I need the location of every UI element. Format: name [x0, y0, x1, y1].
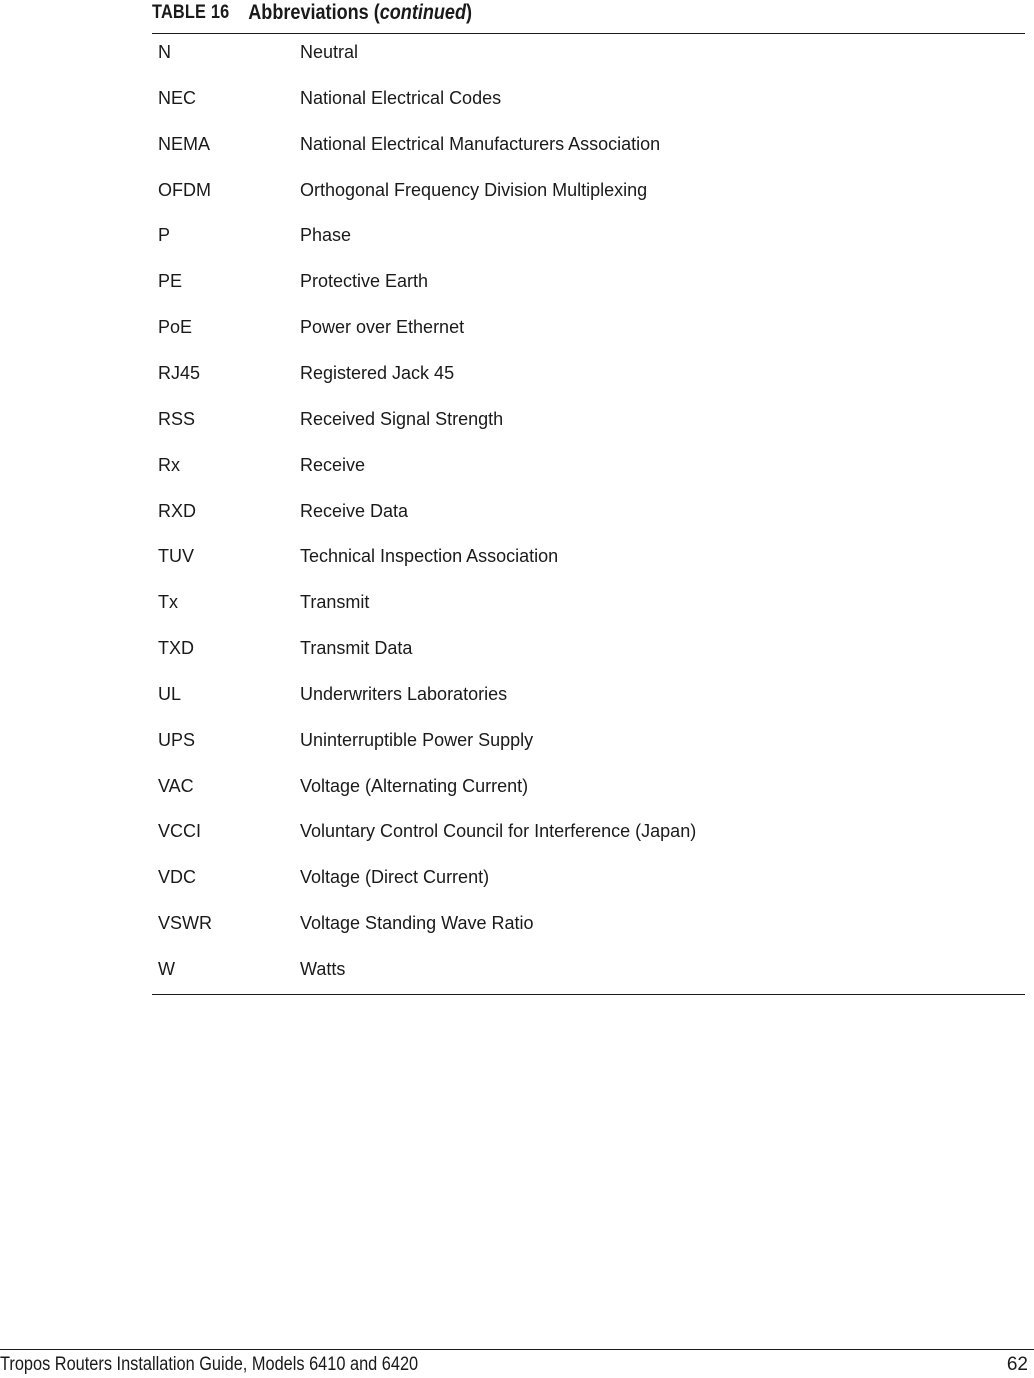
table-title: [248, 1, 472, 25]
table-title-close: ): [466, 1, 473, 24]
table-row: [0, 544, 1034, 568]
definition-cell: Receive Data: [300, 501, 409, 521]
definition-cell: Neutral: [300, 42, 359, 62]
definition-cell: Orthogonal Frequency Division Multiplexing: [300, 180, 648, 200]
table-number-label: TABLE 16: [152, 2, 230, 23]
definition-cell: Power over Ethernet: [300, 317, 465, 337]
definition-cell: Phase: [300, 225, 352, 245]
abbreviation-cell: NEMA: [158, 134, 211, 154]
abbreviation-cell: UPS: [158, 730, 196, 750]
footer-rule: [0, 1349, 1034, 1350]
abbreviation-cell: P: [158, 225, 171, 245]
definition-cell: Watts: [300, 959, 346, 979]
table-title-continued: continued: [379, 1, 467, 24]
abbreviation-cell: OFDM: [158, 180, 211, 200]
table-row: [0, 774, 1034, 798]
definition-cell: National Electrical Codes: [300, 88, 502, 108]
definition-cell: Protective Earth: [300, 271, 429, 291]
definition-cell: Transmit Data: [300, 638, 413, 658]
table-row: [0, 132, 1034, 156]
abbreviation-cell: RSS: [158, 409, 196, 429]
definition-cell: National Electrical Manufacturers Association: [300, 134, 661, 154]
abbreviation-cell: VSWR: [158, 913, 212, 933]
table-caption: [152, 0, 472, 26]
table-row: [0, 40, 1034, 64]
definition-cell: Voluntary Control Council for Interference (Japan): [300, 821, 697, 841]
abbreviation-cell: VCCI: [158, 821, 202, 841]
table-row: [0, 269, 1034, 293]
abbreviation-cell: Tx: [158, 592, 178, 612]
abbreviation-cell: N: [158, 42, 171, 62]
table-top-rule: [152, 33, 1025, 34]
table-row: [0, 223, 1034, 247]
abbreviation-cell: NEC: [158, 88, 197, 108]
table-bottom-rule: [152, 994, 1025, 995]
footer-document-title: Tropos Routers Installation Guide, Models 6410 and 6420: [0, 1354, 419, 1375]
table-row: [0, 865, 1034, 889]
table-row: [0, 178, 1034, 202]
definition-cell: Voltage Standing Wave Ratio: [300, 913, 534, 933]
table-row: [0, 636, 1034, 660]
definition-cell: Uninterruptible Power Supply: [300, 730, 534, 750]
abbreviation-cell: UL: [158, 684, 182, 704]
definition-cell: Transmit: [300, 592, 370, 612]
abbreviation-cell: RXD: [158, 501, 197, 521]
table-row: [0, 957, 1034, 981]
table-title-main: Abbreviations (: [248, 1, 380, 24]
definition-cell: Registered Jack 45: [300, 363, 455, 383]
table-row: [0, 819, 1034, 843]
table-row: [0, 590, 1034, 614]
definition-cell: Underwriters Laboratories: [300, 684, 508, 704]
abbreviation-cell: PoE: [158, 317, 193, 337]
abbreviation-cell: PE: [158, 271, 183, 291]
abbreviation-cell: TXD: [158, 638, 194, 658]
definition-cell: Received Signal Strength: [300, 409, 504, 429]
definition-cell: Voltage (Direct Current): [300, 867, 490, 887]
definition-cell: Technical Inspection Association: [300, 546, 559, 566]
footer-page-number: 62: [1006, 1354, 1028, 1375]
table-row: [0, 499, 1034, 523]
table-row: [0, 911, 1034, 935]
abbreviation-cell: RJ45: [158, 363, 201, 383]
table-row: [0, 315, 1034, 339]
table-row: [0, 453, 1034, 477]
table-row: [0, 682, 1034, 706]
abbreviation-cell: VAC: [158, 776, 194, 796]
definition-cell: Receive: [300, 455, 366, 475]
definition-cell: Voltage (Alternating Current): [300, 776, 529, 796]
table-row: [0, 728, 1034, 752]
abbreviation-cell: VDC: [158, 867, 197, 887]
abbreviation-cell: Rx: [158, 455, 180, 475]
table-row: [0, 86, 1034, 110]
abbreviation-cell: TUV: [158, 546, 194, 566]
table-row: [0, 407, 1034, 431]
table-row: [0, 361, 1034, 385]
abbreviation-cell: W: [158, 959, 175, 979]
